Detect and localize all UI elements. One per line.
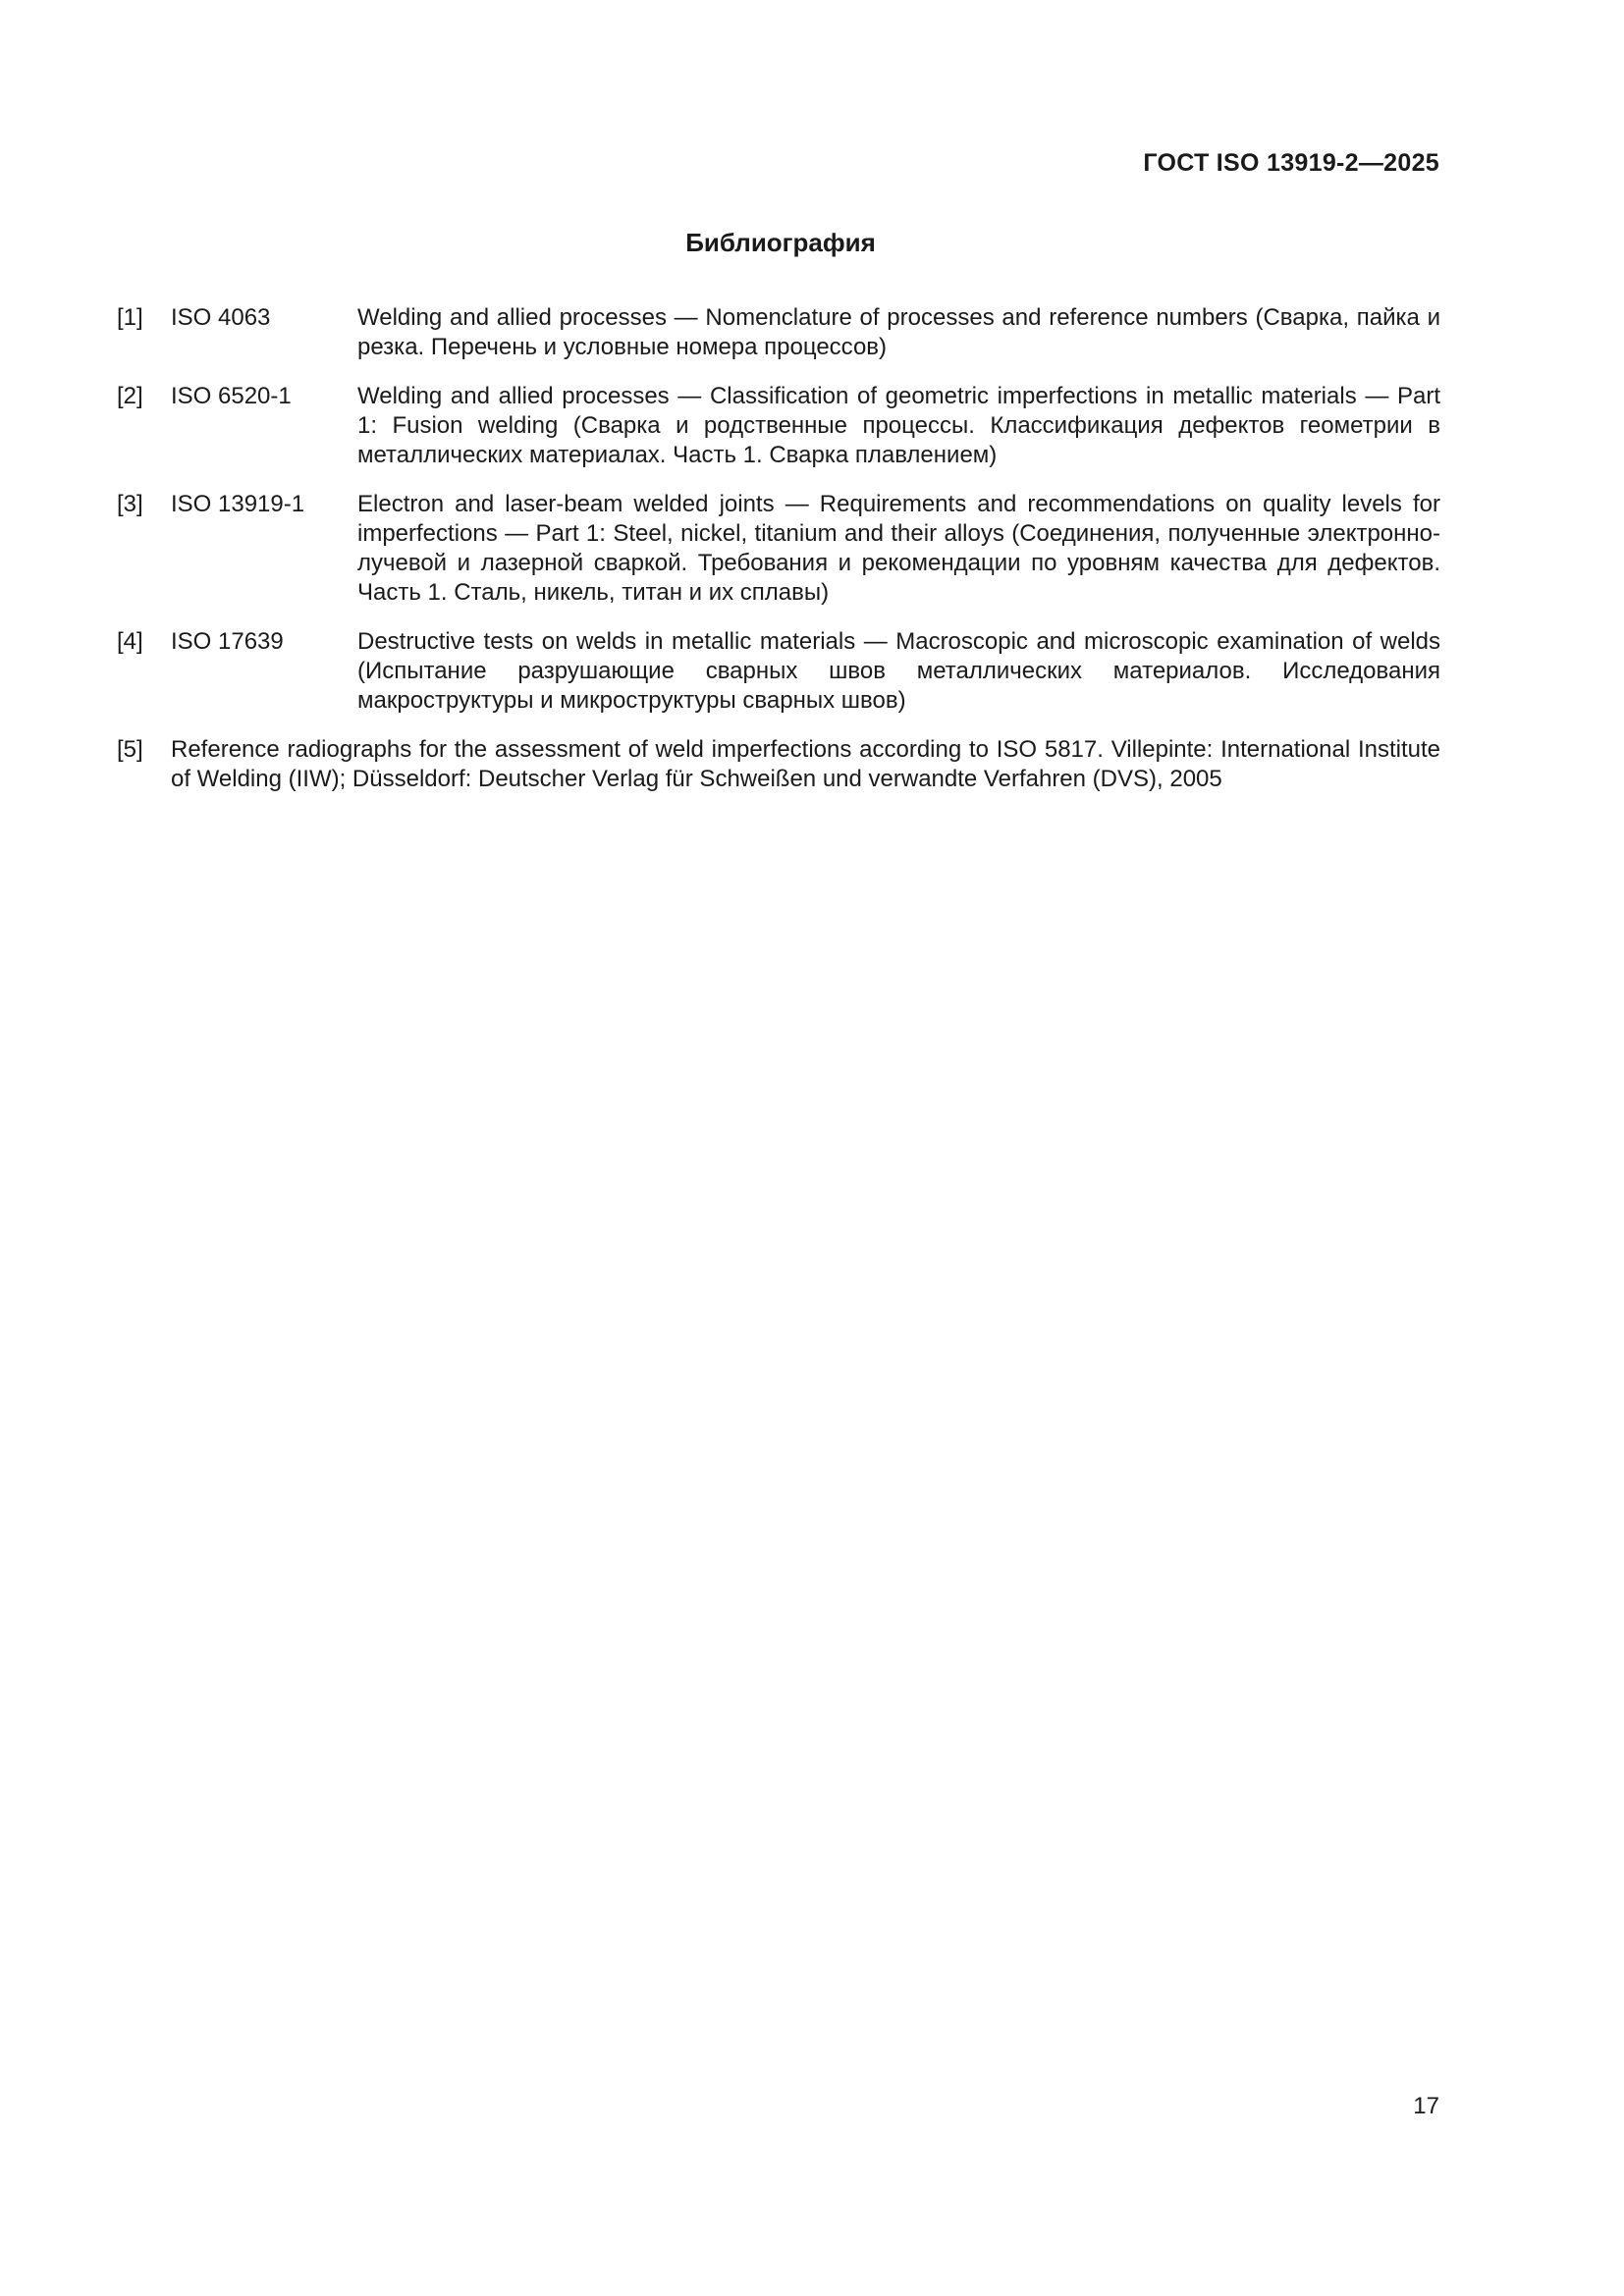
page-number: 17 [1413,2093,1439,2119]
reference-text: Welding and allied processes — Nomenclature of processes and reference numbers (Сварка, пайка и резка. Перечень и условные номера процессов) [357,304,1440,360]
bibliography-entry [117,382,1440,470]
reference-code: ISO 17639 [171,628,284,655]
reference-number: [1] [117,304,143,331]
reference-text: Electron and laser-beam welded joints — Requirements and recommendations on quality levels for imperfections — Part 1: Steel, nickel, titanium and their alloys (Соединения, полученные электронно-лучевой и лазерной сваркой. Требования и рекомендации по уровням качества для дефектов. Часть 1. Сталь, никель, титан и их сплавы) [357,491,1440,606]
reference-number: [2] [117,383,143,409]
bibliography-list [117,303,1440,814]
reference-code: ISO 13919-1 [171,491,305,517]
bibliography-entry [117,303,1440,362]
reference-code: ISO 4063 [171,304,271,331]
bibliography-entry [117,490,1440,608]
reference-number: [3] [117,491,143,517]
reference-number: [5] [117,736,143,763]
reference-code: ISO 6520-1 [171,383,292,409]
bibliography-entry [117,735,1440,794]
reference-text: Reference radiographs for the assessment of weld imperfections according to ISO 5817. Villepinte: International Institute of Welding (IIW); Düsseldorf: Deutscher Verlag für Schweißen und verwandte Verfahren (DVS), 2005 [171,736,1440,792]
section-title: Библиография [685,228,876,257]
bibliography-entry [117,627,1440,716]
reference-text: Destructive tests on welds in metallic materials — Macroscopic and microscopic examination of welds (Испытание разрушающие сварных швов металлических материалов. Исследования макроструктуры и микроструктуры сварных швов) [357,628,1440,714]
reference-text: Welding and allied processes — Classification of geometric imperfections in metallic materials — Part 1: Fusion welding (Сварка и родственные процессы. Классификация дефектов геометрии в металлических материалах. Часть 1. Сварка плавлением) [357,383,1440,468]
reference-number: [4] [117,628,143,655]
document-id-header: ГОСТ ISO 13919-2—2025 [1143,149,1439,177]
